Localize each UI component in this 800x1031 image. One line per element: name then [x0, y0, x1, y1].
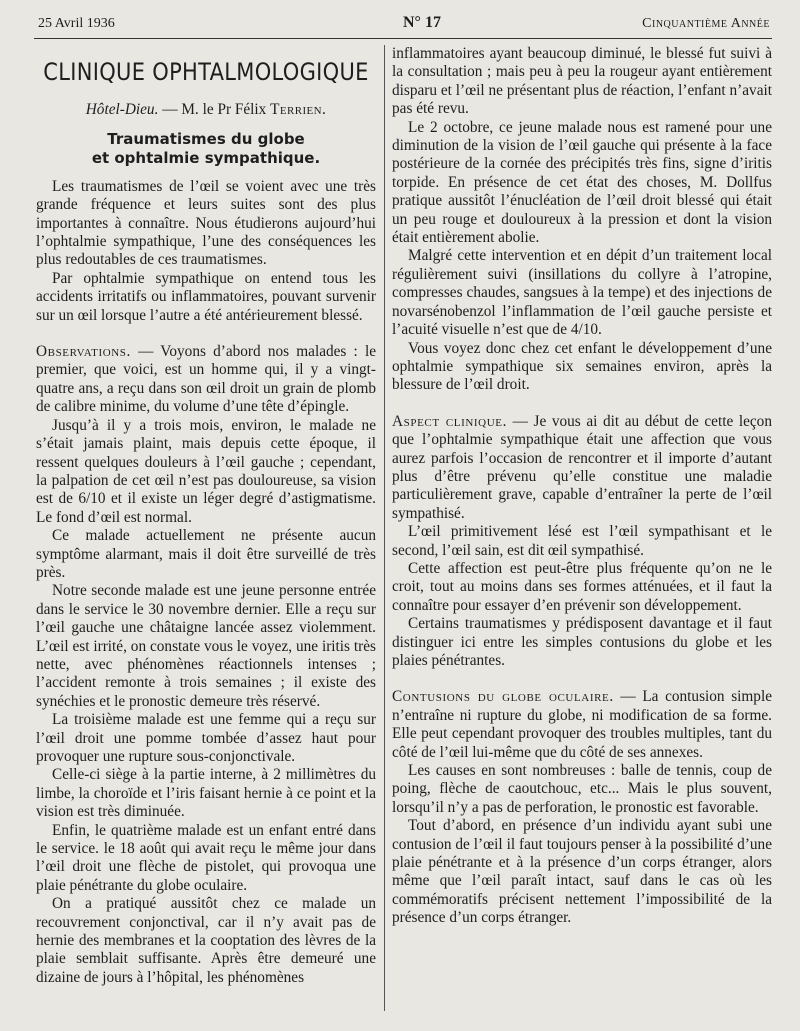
paragraph: Vous voyez donc chez cet enfant le développement d’une ophtalmie sympathique six semaines environ, après la blessure de l’œil droit. — [392, 339, 772, 394]
section-title: CLINIQUE OPHTALMOLOGIQUE — [43, 58, 369, 86]
paragraph-text: — Je vous ai dit au début de cette leçon que l’ophtalmie sympathique était une affection que vous aurez parfois l’occasion de rencontrer et il importe d’autant plus d’être prévenu qu’elle constitue une maladie particulièrement grave, capable d’entraîner la perte de l’œil sympathisé. — [392, 412, 772, 522]
left-column — [36, 45, 376, 1013]
paragraph-text: — Voyons d’abord nos malades : le premier, que voici, est un homme qui, il y a vingt-quatre ans, a reçu dans son œil droit un grain de plomb de calibre minime, du volume d’une tête d’épingle. — [36, 343, 376, 416]
paragraph: Tout d’abord, en présence d’un individu ayant subi une contusion de l’œil il faut toujours penser à la possibilité d’une plaie pénétrante et à la présence d’un corps étranger, alors même que l’œil paraît intact, sauf dans le cas où les commémoratifs précisent nettement l’impossibilité de la présence d’un corps étranger. — [392, 817, 772, 927]
paragraph: Malgré cette intervention et en dépit d’un traitement local régulièrement suivi (insillations du collyre à l’atropine, compresses chaudes, sangsues à la tempe) et des injections de novarsénobenzol l’inflammation de l’œil gauche persiste et l’acuité visuelle n’est que de 4/10. — [392, 247, 772, 339]
header-rule — [34, 38, 772, 39]
paragraph: Notre seconde malade est une jeune personne entrée dans le service le 30 novembre dernier. Elle a reçu sur l’œil gauche une châtaigne lancée assez violemment. L’œil est irrité, on constate vous le voyez, une iritis très nette, avec phénomènes réactionnels intenses ; l’accident remonte à trois semaines ; il existe des synéchies et le pronostic demeure très réservé. — [36, 582, 376, 710]
paragraph: Le 2 octobre, ce jeune malade nous est ramené pour une diminution de la vision de l’œil gauche qui présente à la face postérieure de la cornée des précipités très fins, signe d’iritis torpide. En présence de cet état des choses, M. Dollfus pratique aussitôt l’énucléation de l’œil droit blessé qui était un peu rouge et douloureux à la pression et dont la vision était entièrement abolie. — [392, 118, 772, 247]
paragraph: On a pratiqué aussitôt chez ce malade un recouvrement conjonctival, car il n’y avait pas de hernie des membranes et la cooptation des lèvres de la plaie semblait suffisante. Après être demeuré une dizaine de jours à l’hôpital, les phénomènes — [36, 895, 376, 986]
paragraph — [36, 343, 376, 417]
subtitle-line-2: et ophtalmie sympathique. — [91, 148, 321, 167]
page-header — [38, 14, 770, 36]
paragraph: Ce malade actuellement ne présente aucun symptôme alarmant, mais il doit être surveillé de très près. — [36, 527, 376, 581]
paragraph: Les traumatismes de l’œil se voient avec une très grande fréquence et leurs suites sont des plus importantes à connaître. Nous étudierons aujourd’hui l’ophtalmie sympathique, l’une des conséquences les plus redoutables de ces traumatismes. — [36, 177, 376, 269]
paragraph — [392, 688, 772, 762]
paragraph: L’œil primitivement lésé est l’œil sympathisant et le second, l’œil sain, est dit œil sympathisé. — [392, 523, 772, 559]
column-divider — [384, 45, 385, 1011]
paragraph-text: — La contusion simple n’entraîne ni rupture du globe, ni modification de sa forme. Elle peut cependant provoquer des troubles multiples, tant du côté de l’œil lui-même que du côté de ses annexes. — [392, 688, 772, 761]
byline-location: Hôtel-Dieu. — [85, 101, 159, 119]
paragraph: Les causes en sont nombreuses : balle de tennis, coup de poing, flèche de caoutchouc, etc... Mais le plus souvent, lorsqu’il n’y a pas de perforation, le pronostic est favorable. — [392, 762, 772, 816]
header-issue-number: N° 17 — [403, 14, 441, 31]
paragraph: Certains traumatismes y prédisposent davantage et il faut distinguer ici entre les simples contusions du globe et les plaies pénétrantes. — [392, 615, 772, 669]
paragraph — [392, 413, 772, 523]
header-date: 25 Avril 1936 — [38, 16, 115, 31]
paragraph: Cette affection est peut-être plus fréquente qu’on ne le croit, tout au moins dans ses formes atténuées, et il faut la connaître pour essayer d’en prévenir son développement. — [392, 559, 772, 614]
subtitle-line-1: Traumatismes du globe — [107, 129, 305, 148]
paragraph: inflammatoires ayant beaucoup diminué, le blessé fut suivi à la consultation ; mais peu à peu la rougeur ayant entièrement disparu et l’œil ne présentant plus de réaction, l’enfant n’avait pas été revu. — [392, 45, 772, 118]
right-column — [392, 45, 772, 1013]
paragraph: La troisième malade est une femme qui a reçu sur l’œil droit une pomme tombée d’assez haut pour provoquer une rupture sous-conjonctivale. — [36, 711, 376, 765]
paragraph-lead: Aspect clinique. — [392, 412, 508, 430]
paragraph: Celle-ci siège à la partie interne, à 2 millimètres du limbe, la choroïde et l’iris faisant hernie à ce point et la vision est très diminuée. — [36, 766, 376, 821]
paragraph: Jusqu’à il y a trois mois, environ, le malade ne s’était jamais plaint, mais depuis cette époque, il ressent quelques douleurs à l’œil gauche ; cependant, la palpation de cet œil n’est pas douloureuse, sa vision est de 6/10 et il existe un léger degré d’astigmatisme. Le fond d’œil est normal. — [36, 416, 376, 526]
paragraph-lead: Observations. — [36, 343, 131, 361]
paragraph: Par ophtalmie sympathique on entend tous les accidents irritatifs ou inflammatoires, pouvant survenir sur un œil lorsque l’autre a été antérieurement blessé. — [36, 269, 376, 324]
header-year: Cinquantième Année — [642, 16, 770, 31]
byline-author: Terrien. — [270, 101, 327, 119]
paragraph-lead: Contusions du globe oculaire. — [392, 688, 614, 706]
article-subtitle — [36, 130, 376, 168]
paragraph: Enfin, le quatrième malade est un enfant entré dans le service. le 18 août qui avait reçu le même jour dans l’œil droit une flèche de pistolet, qui provoqua une plaie pénétrante du globe oculaire. — [36, 821, 376, 894]
byline-separator: — M. le Pr Félix — [158, 101, 271, 119]
byline — [36, 101, 376, 119]
